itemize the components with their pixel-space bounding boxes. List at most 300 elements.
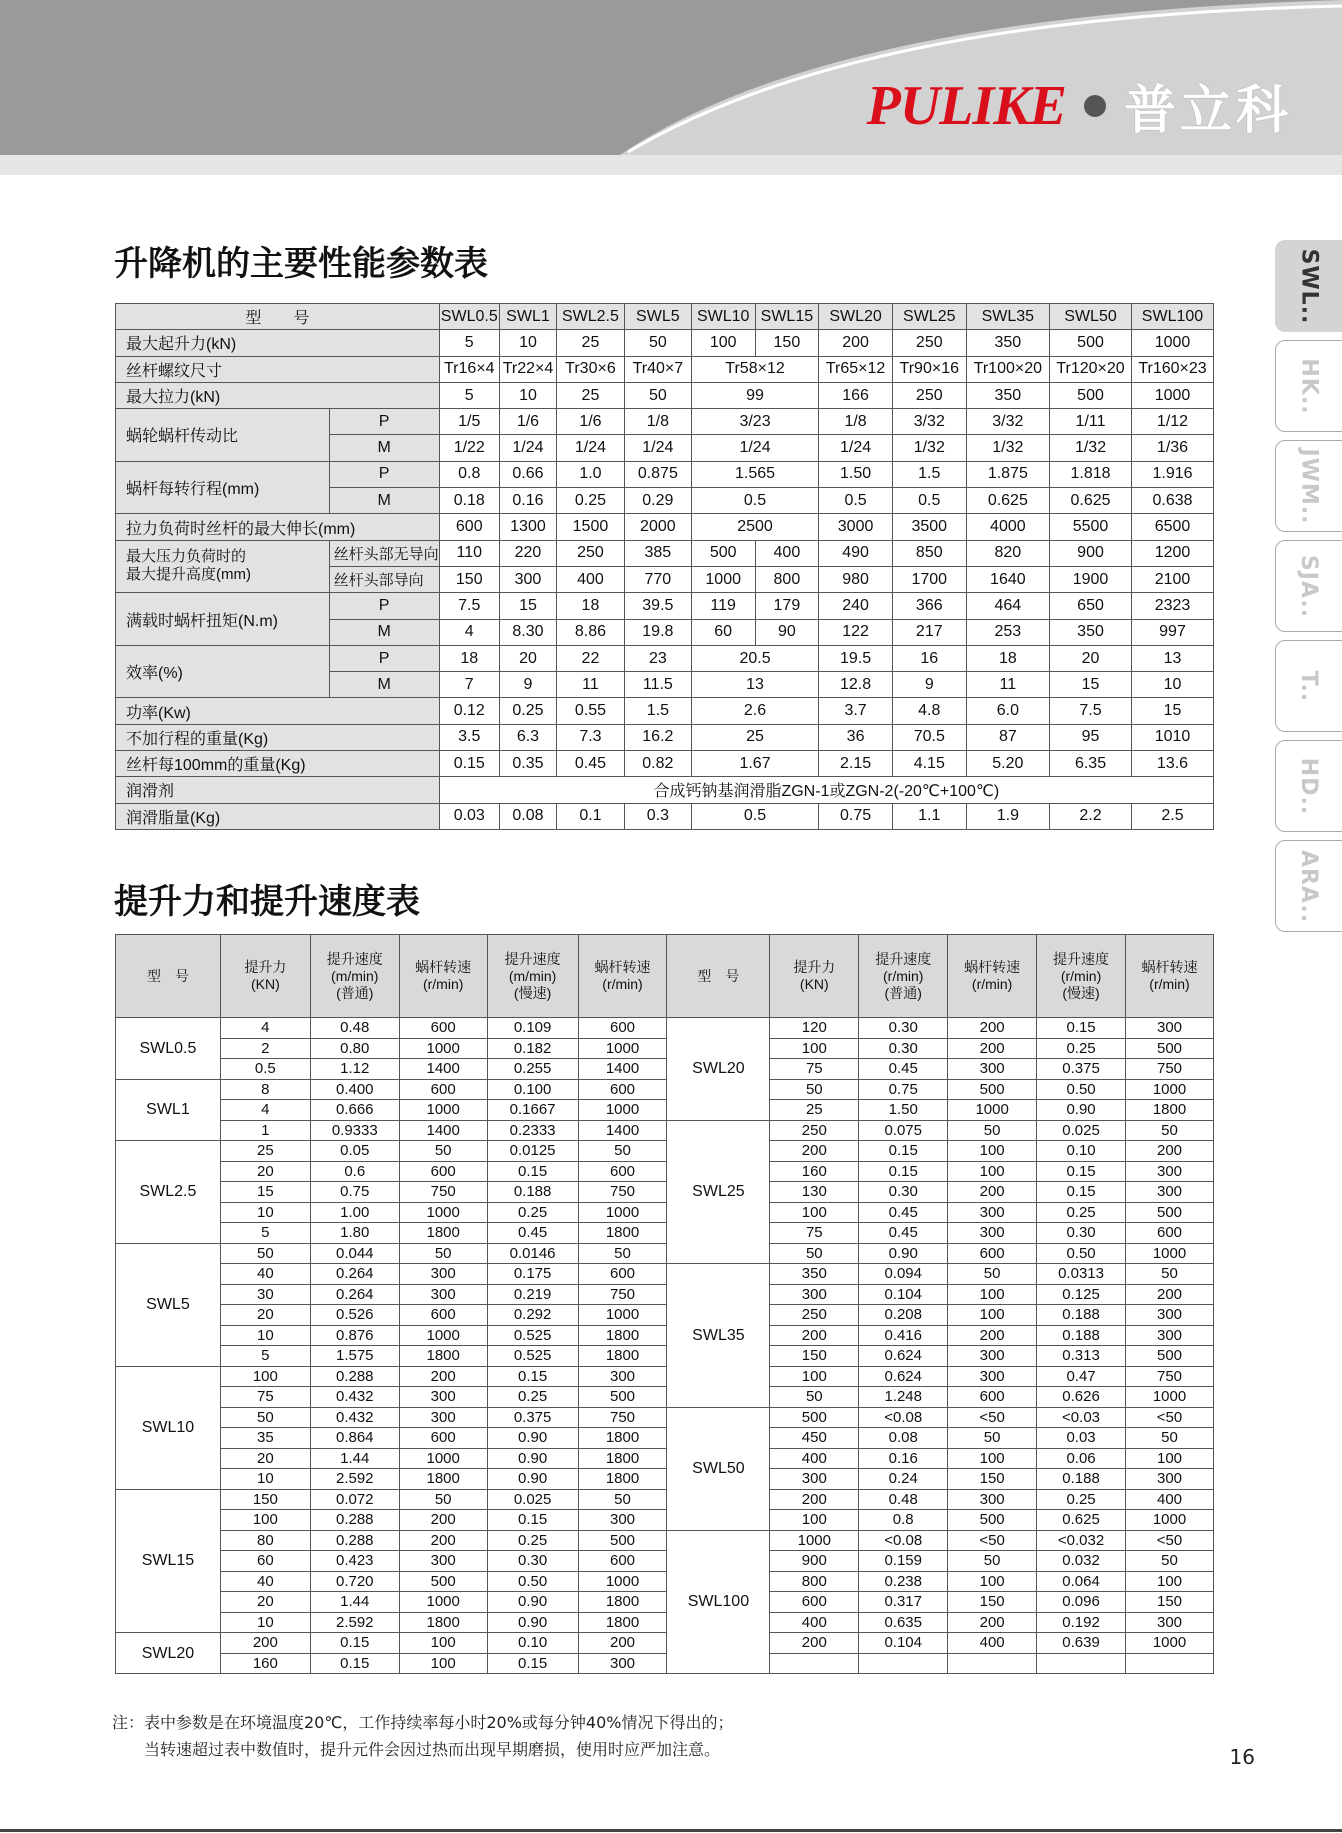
value-cell: 0.526	[310, 1305, 399, 1326]
section-title-speed: 提升力和提升速度表	[114, 882, 420, 922]
value-cell: 10	[220, 1325, 310, 1346]
value-cell: 300	[399, 1387, 487, 1408]
model-header: SWL35	[966, 304, 1049, 330]
table-row	[116, 1202, 1214, 1223]
value-cell: 0.5	[691, 803, 818, 829]
value-cell: 100	[770, 1038, 859, 1059]
value-cell: 150	[770, 1346, 859, 1367]
side-tab-label: SJA..	[1296, 554, 1322, 618]
side-tab-1[interactable]	[1275, 340, 1342, 432]
table-row	[116, 1346, 1214, 1367]
value-cell: 650	[1050, 593, 1132, 619]
value-cell: 200	[1126, 1141, 1214, 1162]
value-cell: 1/8	[819, 409, 893, 435]
value-cell: 500	[770, 1407, 859, 1428]
value-cell: 0.064	[1037, 1571, 1126, 1592]
model-header: SWL2.5	[557, 304, 625, 330]
value-cell: 1.916	[1131, 461, 1213, 487]
value-cell: 400	[948, 1633, 1037, 1654]
value-cell: 0.666	[310, 1100, 399, 1121]
value-cell: 400	[1126, 1489, 1214, 1510]
value-cell	[859, 1653, 948, 1674]
value-cell: 50	[399, 1489, 487, 1510]
value-cell: 9	[499, 672, 556, 698]
value-cell: 0.75	[310, 1182, 399, 1203]
value-cell: 2.592	[310, 1612, 399, 1633]
value-cell: 300	[948, 1346, 1037, 1367]
side-tab-6[interactable]	[1275, 840, 1342, 932]
value-cell: 0.45	[487, 1223, 578, 1244]
value-cell: Tr100×20	[966, 356, 1049, 382]
value-cell: 0.15	[487, 1510, 578, 1531]
value-cell: 50	[624, 382, 691, 408]
value-cell: 600	[399, 1079, 487, 1100]
value-cell: 0.5	[220, 1059, 310, 1080]
row-label: 不加行程的重量(Kg)	[116, 724, 440, 750]
value-cell: 1800	[578, 1325, 667, 1346]
value-cell: 1800	[578, 1346, 667, 1367]
value-cell: 0.264	[310, 1284, 399, 1305]
value-cell: 1.565	[691, 461, 818, 487]
value-cell: 25	[557, 330, 625, 356]
value-cell: 0.625	[1037, 1510, 1126, 1531]
table-row	[116, 1182, 1214, 1203]
row-label: 蜗轮蜗杆传动比	[116, 409, 330, 462]
value-cell: 10	[499, 382, 556, 408]
value-cell: 20	[220, 1161, 310, 1182]
side-tab-label: HK..	[1296, 357, 1322, 415]
column-header	[1037, 935, 1126, 1018]
value-cell: 100	[770, 1202, 859, 1223]
sub-label: P	[329, 593, 439, 619]
value-cell: 50	[624, 330, 691, 356]
value-cell: 820	[966, 540, 1049, 566]
value-cell: 20	[220, 1305, 310, 1326]
side-tab-2[interactable]	[1275, 440, 1342, 532]
value-cell: 12.8	[819, 672, 893, 698]
value-cell: 0.30	[487, 1551, 578, 1572]
column-header-line: (普通)	[336, 984, 374, 1001]
value-cell: 20	[220, 1592, 310, 1613]
value-cell: 0.1667	[487, 1100, 578, 1121]
row-label: 拉力负荷时丝杆的最大伸长(mm)	[116, 514, 440, 540]
value-cell: 1/12	[1131, 409, 1213, 435]
value-cell: 250	[557, 540, 625, 566]
side-tab-3[interactable]	[1275, 540, 1342, 632]
value-cell: 18	[439, 645, 499, 671]
value-cell: 0.24	[859, 1469, 948, 1490]
value-cell: 0.375	[1037, 1059, 1126, 1080]
value-cell: Tr160×23	[1131, 356, 1213, 382]
value-cell: 300	[1126, 1161, 1214, 1182]
maxh-label-line2: 最大提升高度(mm)	[126, 566, 251, 584]
header-row	[116, 304, 1214, 330]
value-cell: 0.66	[499, 461, 556, 487]
value-cell: 1/6	[499, 409, 556, 435]
side-tab-5[interactable]	[1275, 740, 1342, 832]
value-cell: <50	[948, 1530, 1037, 1551]
value-cell: 0.072	[310, 1489, 399, 1510]
value-cell: 500	[578, 1530, 667, 1551]
value-cell: 0.18	[439, 488, 499, 514]
value-cell: 1000	[578, 1571, 667, 1592]
value-cell: 1000	[578, 1100, 667, 1121]
value-cell: 36	[819, 724, 893, 750]
value-cell: 50	[578, 1141, 667, 1162]
value-cell: 11	[966, 672, 1049, 698]
power-row	[116, 698, 1214, 724]
value-cell: 50	[770, 1387, 859, 1408]
value-cell: 0.15	[310, 1633, 399, 1654]
value-cell: 50	[220, 1407, 310, 1428]
value-cell: 0.10	[1037, 1141, 1126, 1162]
value-cell: 5	[220, 1346, 310, 1367]
value-cell: 0.032	[1037, 1551, 1126, 1572]
value-cell: 0.635	[859, 1612, 948, 1633]
side-tab-4[interactable]	[1275, 640, 1342, 732]
model-cell: SWL20	[667, 1018, 770, 1121]
model-header: SWL20	[819, 304, 893, 330]
value-cell: 0.15	[859, 1161, 948, 1182]
row-label: 润滑剂	[116, 777, 440, 803]
value-cell: 40	[220, 1571, 310, 1592]
value-cell: 1000	[399, 1038, 487, 1059]
value-cell: 0.525	[487, 1325, 578, 1346]
value-cell: 2.2	[1050, 803, 1132, 829]
value-cell: 1/32	[1050, 435, 1132, 461]
value-cell: 300	[1126, 1305, 1214, 1326]
performance-table	[115, 303, 1214, 830]
value-cell: 1/24	[819, 435, 893, 461]
value-cell: 1800	[578, 1448, 667, 1469]
column-header-line: (r/min)	[602, 976, 643, 992]
value-cell: 750	[578, 1407, 667, 1428]
value-cell: 600	[399, 1305, 487, 1326]
value-cell: 5.20	[966, 751, 1049, 777]
value-cell: 385	[624, 540, 691, 566]
lube-value: 合成钙钠基润滑脂ZGN-1或ZGN-2(-20℃+100℃)	[439, 777, 1213, 803]
value-cell: 2100	[1131, 566, 1213, 592]
value-cell: 0.104	[859, 1633, 948, 1654]
value-cell: <50	[1126, 1530, 1214, 1551]
value-cell: 1.67	[691, 751, 818, 777]
value-cell: 0.15	[487, 1653, 578, 1674]
row-label: 丝杆每100mm的重量(Kg)	[116, 751, 440, 777]
sub-label: M	[329, 619, 439, 645]
value-cell: 10	[499, 330, 556, 356]
value-cell: 200	[948, 1325, 1037, 1346]
value-cell: 1000	[399, 1100, 487, 1121]
value-cell: 200	[948, 1018, 1037, 1039]
column-header-line: 提升速度	[875, 950, 932, 967]
value-cell: Tr65×12	[819, 356, 893, 382]
value-cell: 19.8	[624, 619, 691, 645]
value-cell: 150	[439, 566, 499, 592]
value-cell: 300	[399, 1407, 487, 1428]
value-cell: 0.125	[1037, 1284, 1126, 1305]
column-header-line: (m/min)	[508, 967, 557, 984]
model-cell: SWL25	[667, 1120, 770, 1264]
sub-label: 丝杆头部无导向	[329, 540, 439, 566]
value-cell: 1000	[691, 566, 755, 592]
value-cell: 0.50	[1037, 1243, 1126, 1264]
value-cell: 50	[948, 1551, 1037, 1572]
value-cell: 50	[399, 1141, 487, 1162]
model-header: SWL100	[1131, 304, 1213, 330]
value-cell: <0.03	[1037, 1407, 1126, 1428]
value-cell: 200	[948, 1182, 1037, 1203]
value-cell: 300	[1126, 1469, 1214, 1490]
value-cell: 1/36	[1131, 435, 1213, 461]
sub-label: M	[329, 488, 439, 514]
value-cell: 1/32	[892, 435, 966, 461]
value-cell: 100	[770, 1366, 859, 1387]
value-cell: 0.875	[624, 461, 691, 487]
value-cell: 1900	[1050, 566, 1132, 592]
model-cell: SWL1	[116, 1079, 221, 1141]
value-cell: 200	[1126, 1284, 1214, 1305]
value-cell: 23	[624, 645, 691, 671]
value-cell: 750	[578, 1284, 667, 1305]
value-cell: 240	[819, 593, 893, 619]
table-row	[116, 1407, 1214, 1428]
value-cell: 11	[557, 672, 625, 698]
value-cell: 0.25	[487, 1530, 578, 1551]
value-cell: 300	[770, 1284, 859, 1305]
value-cell: 0.03	[1037, 1428, 1126, 1449]
row-label: 效率(%)	[116, 645, 330, 698]
side-tab-label: SWL..	[1296, 248, 1322, 324]
value-cell: 0.08	[859, 1428, 948, 1449]
value-cell: Tr22×4	[499, 356, 556, 382]
value-cell: 0.0146	[487, 1243, 578, 1264]
value-cell: 4	[439, 619, 499, 645]
value-cell: 0.625	[1050, 488, 1132, 514]
value-cell: 50	[1126, 1428, 1214, 1449]
value-cell: Tr90×16	[892, 356, 966, 382]
value-cell: 300	[948, 1202, 1037, 1223]
value-cell: 300	[578, 1510, 667, 1531]
value-cell: 50	[948, 1264, 1037, 1285]
value-cell: 0.5	[819, 488, 893, 514]
value-cell: 2323	[1131, 593, 1213, 619]
row-label: 润滑脂量(Kg)	[116, 803, 440, 829]
value-cell: 0.238	[859, 1571, 948, 1592]
value-cell: 100	[948, 1141, 1037, 1162]
column-header-line: 提升力	[793, 959, 836, 975]
screw-weight-row	[116, 751, 1214, 777]
value-cell: 150	[220, 1489, 310, 1510]
value-cell: 600	[578, 1161, 667, 1182]
value-cell: 0.375	[487, 1407, 578, 1428]
value-cell: 179	[755, 593, 819, 619]
value-cell: 0.15	[1037, 1161, 1126, 1182]
model-cell: SWL5	[116, 1243, 221, 1366]
eff-p-row	[116, 645, 1214, 671]
value-cell: 0.25	[1037, 1202, 1126, 1223]
table-row	[116, 1510, 1214, 1531]
value-cell: 750	[1126, 1366, 1214, 1387]
side-tab-label: ARA..	[1296, 849, 1322, 923]
value-cell: 0.90	[487, 1469, 578, 1490]
value-cell: 900	[1050, 540, 1132, 566]
value-cell: 15	[1050, 672, 1132, 698]
table-row	[116, 1079, 1214, 1100]
brand-cn: 普立科	[1123, 81, 1292, 141]
value-cell: 500	[1050, 330, 1132, 356]
value-cell: 50	[1126, 1551, 1214, 1572]
lube-row	[116, 777, 1214, 803]
value-cell: 3/23	[691, 409, 818, 435]
value-cell: 0.16	[499, 488, 556, 514]
value-cell: 4000	[966, 514, 1049, 540]
value-cell: 6.0	[966, 698, 1049, 724]
value-cell: 0.624	[859, 1346, 948, 1367]
value-cell: 160	[770, 1161, 859, 1182]
model-header: SWL50	[1050, 304, 1132, 330]
ratio-p-row	[116, 409, 1214, 435]
table-row	[116, 1387, 1214, 1408]
value-cell: 60	[691, 619, 755, 645]
value-cell: 490	[819, 540, 893, 566]
value-cell: 400	[770, 1612, 859, 1633]
value-cell: 300	[578, 1366, 667, 1387]
value-cell: 0.876	[310, 1325, 399, 1346]
value-cell: 0.45	[859, 1202, 948, 1223]
value-cell: <0.032	[1037, 1530, 1126, 1551]
value-cell: 0.255	[487, 1059, 578, 1080]
value-cell: 0.096	[1037, 1592, 1126, 1613]
table-row	[116, 1571, 1214, 1592]
column-header-line: (慢速)	[1062, 984, 1100, 1001]
value-cell: 0.90	[487, 1428, 578, 1449]
value-cell: 464	[966, 593, 1049, 619]
value-cell: 0.30	[1037, 1223, 1126, 1244]
value-cell: 1800	[399, 1612, 487, 1633]
value-cell: 1000	[578, 1202, 667, 1223]
model-header: SWL0.5	[439, 304, 499, 330]
value-cell: 200	[770, 1633, 859, 1654]
value-cell: 50	[770, 1243, 859, 1264]
value-cell: 300	[578, 1653, 667, 1674]
value-cell: 100	[220, 1366, 310, 1387]
value-cell: 1.818	[1050, 461, 1132, 487]
column-header	[578, 935, 667, 1018]
value-cell: 217	[892, 619, 966, 645]
value-cell: 350	[966, 382, 1049, 408]
value-cell: 300	[948, 1059, 1037, 1080]
value-cell: 150	[948, 1592, 1037, 1613]
value-cell: 50	[578, 1489, 667, 1510]
table-row	[116, 1325, 1214, 1346]
value-cell: 25	[557, 382, 625, 408]
value-cell: 4	[220, 1018, 310, 1039]
value-cell: 600	[578, 1551, 667, 1572]
value-cell: 10	[220, 1469, 310, 1490]
value-cell: 200	[770, 1141, 859, 1162]
value-cell: 200	[770, 1489, 859, 1510]
value-cell: 13	[1131, 645, 1213, 671]
value-cell: 0.292	[487, 1305, 578, 1326]
value-cell: 0.15	[439, 751, 499, 777]
value-cell: 0.12	[439, 698, 499, 724]
value-cell: 1800	[578, 1469, 667, 1490]
column-header-line: 型 号	[146, 967, 189, 984]
side-tab-label: JWM..	[1296, 447, 1322, 525]
max-lift-row	[116, 330, 1214, 356]
table-row	[116, 1612, 1214, 1633]
value-cell: 10	[1131, 672, 1213, 698]
value-cell: 99	[691, 382, 818, 408]
value-cell: Tr120×20	[1050, 356, 1132, 382]
value-cell: 0.2333	[487, 1120, 578, 1141]
table-row	[116, 1633, 1214, 1654]
page-header	[0, 0, 1342, 175]
value-cell: 0.90	[487, 1448, 578, 1469]
value-cell: 500	[1126, 1202, 1214, 1223]
value-cell: 0.159	[859, 1551, 948, 1572]
value-cell: 0.313	[1037, 1346, 1126, 1367]
value-cell: 50	[770, 1079, 859, 1100]
value-cell: 600	[770, 1592, 859, 1613]
maxh-1-row	[116, 540, 1214, 566]
value-cell: 500	[578, 1387, 667, 1408]
value-cell: 0.8	[439, 461, 499, 487]
value-cell: 130	[770, 1182, 859, 1203]
value-cell: 39.5	[624, 593, 691, 619]
value-cell: 4.15	[892, 751, 966, 777]
column-header	[859, 935, 948, 1018]
value-cell: 50	[220, 1243, 310, 1264]
value-cell: 1/24	[624, 435, 691, 461]
value-cell: 1400	[578, 1120, 667, 1141]
model-label: 型 号	[116, 304, 440, 330]
value-cell: 600	[948, 1387, 1037, 1408]
value-cell: 200	[948, 1612, 1037, 1633]
sub-label: P	[329, 645, 439, 671]
value-cell: 160	[220, 1653, 310, 1674]
value-cell: 6500	[1131, 514, 1213, 540]
column-header-line: (慢速)	[513, 984, 552, 1001]
weight-row	[116, 724, 1214, 750]
column-header-line: 蜗杆转速	[964, 959, 1021, 975]
side-tab-0[interactable]	[1275, 240, 1342, 332]
column-header-line: (r/min)	[883, 967, 924, 984]
value-cell: 500	[1126, 1038, 1214, 1059]
value-cell: 5	[439, 382, 499, 408]
value-cell: 50	[1126, 1264, 1214, 1285]
value-cell: 200	[399, 1530, 487, 1551]
value-cell: 0.317	[859, 1592, 948, 1613]
value-cell: 450	[770, 1428, 859, 1449]
value-cell: 0.288	[310, 1510, 399, 1531]
value-cell: 40	[220, 1264, 310, 1285]
speed-table	[115, 934, 1214, 1674]
value-cell: 0.50	[1037, 1079, 1126, 1100]
value-cell: 50	[399, 1243, 487, 1264]
value-cell: 0.25	[499, 698, 556, 724]
value-cell: 0.9333	[310, 1120, 399, 1141]
brand-logo	[867, 68, 1292, 143]
model-cell: SWL35	[667, 1264, 770, 1408]
table-row	[116, 1551, 1214, 1572]
value-cell	[1037, 1653, 1126, 1674]
value-cell: 0.075	[859, 1120, 948, 1141]
value-cell: 2.5	[1131, 803, 1213, 829]
value-cell: 5	[439, 330, 499, 356]
value-cell: 0.0313	[1037, 1264, 1126, 1285]
value-cell: <0.08	[859, 1407, 948, 1428]
